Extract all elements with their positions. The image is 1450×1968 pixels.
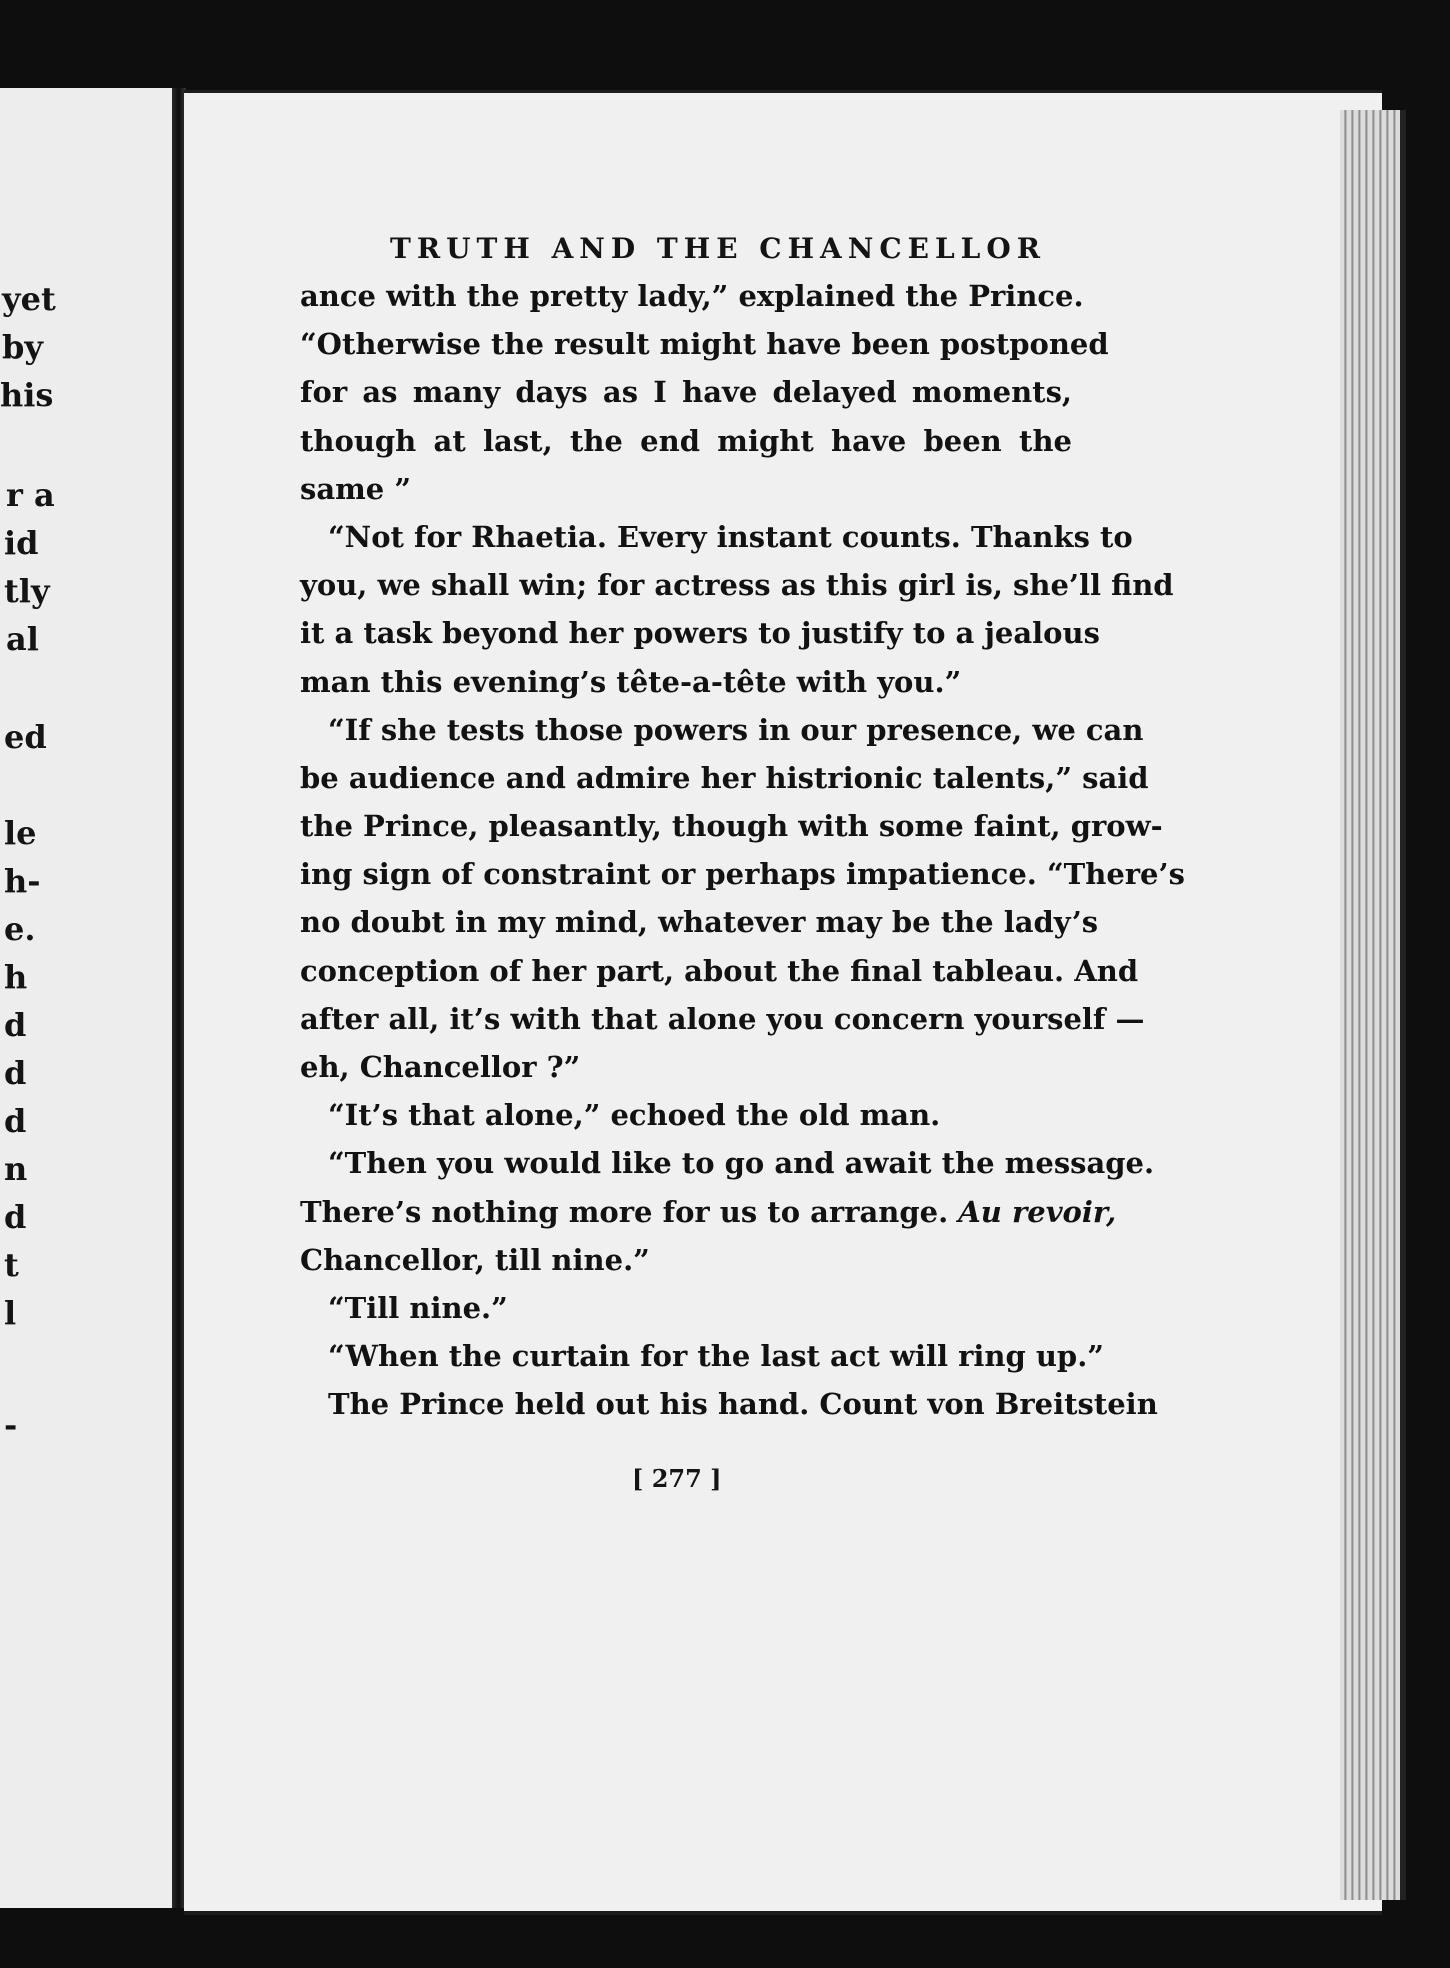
text-line: conception of her part, about the final tableau. And [300, 953, 1139, 988]
body-text [300, 272, 1185, 1429]
left-facing-page [0, 88, 176, 1908]
left-fragment: l [4, 1294, 17, 1332]
text-line: man this evening’s tête-a-tête with you.” [300, 664, 962, 699]
page-edge-stack [1340, 110, 1406, 1900]
left-fragment: yet [2, 280, 56, 318]
left-fragment: h- [4, 862, 41, 900]
left-fragment: id [4, 524, 39, 562]
text-line: “Till nine.” [328, 1290, 508, 1325]
text-line: it a task beyond her powers to justify to a jealous [300, 616, 1100, 651]
text-line: no doubt in my mind, whatever may be the lady’s [300, 905, 1099, 940]
italic-phrase: Au revoir, [958, 1194, 1117, 1229]
left-fragment: h [4, 958, 28, 996]
running-head: TRUTH AND THE CHANCELLOR [390, 232, 1047, 265]
text-line [300, 1188, 1117, 1236]
text-line: “It’s that alone,” echoed the old man. [328, 1098, 941, 1133]
left-fragment: ed [4, 718, 47, 756]
text-segment: There’s nothing more for us to arrange. [300, 1194, 949, 1229]
text-line: you, we shall win; for actress as this girl is, she’ll find [300, 568, 1174, 603]
text-line: “Otherwise the result might have been postponed [300, 327, 1109, 362]
text-line: The Prince held out his hand. Count von Breitstein [328, 1387, 1158, 1422]
text-line: Chancellor, till nine.” [300, 1242, 650, 1277]
text-line: same ” [300, 471, 412, 506]
left-fragment: his [0, 376, 54, 414]
text-line: eh, Chancellor ?” [300, 1050, 581, 1084]
left-fragment: e. [4, 910, 36, 948]
left-fragment: r a [6, 476, 55, 514]
text-line: “Not for Rhaetia. Every instant counts. Thanks to [328, 519, 1133, 554]
left-fragment: by [2, 328, 43, 366]
left-fragment: d [4, 1006, 27, 1044]
text-line: “When the curtain for the last act will ring up.” [328, 1339, 1104, 1374]
left-fragment: d [4, 1198, 27, 1236]
text-line: for as many days as I have delayed moments, [300, 375, 1072, 410]
left-fragment: d [4, 1102, 27, 1140]
left-fragment: n [4, 1150, 28, 1188]
text-line: the Prince, pleasantly, though with some faint, grow- [300, 809, 1163, 844]
text-line: ing sign of constraint or perhaps impatience. “There’s [300, 857, 1185, 892]
text-line: “Then you would like to go and await the message. [328, 1146, 1155, 1181]
text-line: after all, it’s with that alone you concern yourself — [300, 1001, 1145, 1036]
page-number: [ 277 ] [632, 1464, 722, 1493]
left-fragment: t [4, 1246, 19, 1284]
left-fragment: tly [4, 572, 50, 610]
left-fragment: le [4, 814, 37, 852]
text-line: ance with the pretty lady,” explained the Prince. [300, 279, 1084, 313]
left-fragment: d [4, 1054, 27, 1092]
left-fragment: al [6, 620, 39, 658]
text-line: “If she tests those powers in our presence, we can [328, 712, 1144, 747]
text-line: though at last, the end might have been the [300, 423, 1072, 458]
left-fragment: - [4, 1406, 18, 1444]
text-line: be audience and admire her histrionic talents,” said [300, 760, 1149, 795]
